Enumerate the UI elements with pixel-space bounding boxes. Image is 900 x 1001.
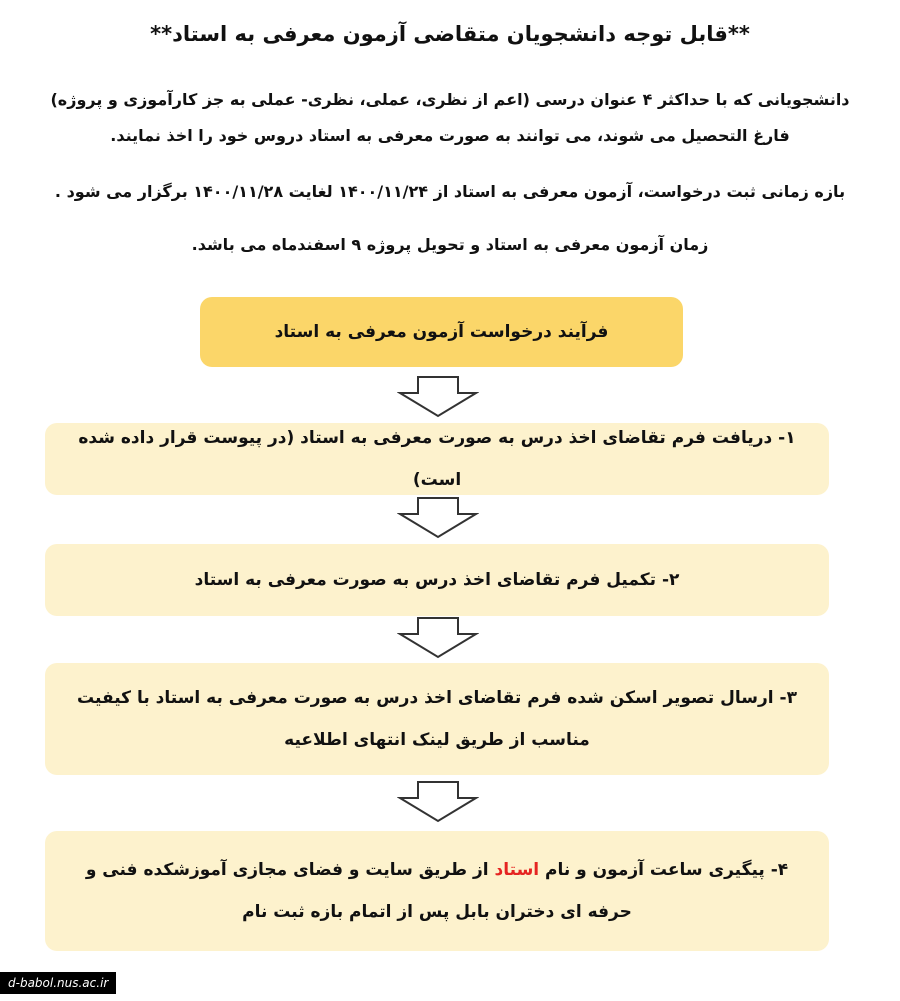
step-4-text-before: ۴- پیگیری ساعت آزمون و نام [539,860,789,880]
step-4-text [69,849,805,933]
step-4-text-after: از طریق سایت و فضای مجازی آموزشکده فنی و حرفه ای دختران بابل پس از اتمام بازه ثبت نام [85,860,632,922]
process-header-box [200,297,683,367]
eligibility-paragraph: دانشجویانی که با حداکثر ۴ عنوان درسی (اعم از نظری، عملی، نظری- عملی به جز کارآموزی و پروژه) فارغ التحصیل می شوند، می توانند به صورت معرفی به استاد دروس خود را اخذ نمایند. [50,90,850,145]
down-arrow-icon [397,497,479,539]
step-1-text: ۱- دریافت فرم تقاضای اخذ درس به صورت معرفی به استاد (در پیوست قرار داده شده است) [78,428,796,490]
process-header-text: فرآیند درخواست آزمون معرفی به استاد [274,322,609,342]
website-watermark: d-babol.nus.ac.ir [0,972,116,994]
registration-period-paragraph: بازه زمانی ثبت درخواست، آزمون معرفی به استاد از ۱۴۰۰/۱۱/۲۴ لغایت ۱۴۰۰/۱۱/۲۸ برگزار می شود . [54,182,846,201]
step-3-text: ۳- ارسال تصویر اسکن شده فرم تقاضای اخذ درس به صورت معرفی به استاد با کیفیت مناسب از طریق لینک انتهای اطلاعیه [77,688,797,750]
down-arrow-icon [397,376,479,418]
exam-time-paragraph: زمان آزمون معرفی به استاد و تحویل پروژه ۹ اسفندماه می باشد. [191,235,709,254]
process-step-2 [45,544,829,616]
down-arrow-icon [397,617,479,659]
down-arrow-icon [397,781,479,823]
page-title: **قابل توجه دانشجویان متقاضی آزمون معرفی به استاد** [150,22,750,46]
process-step-1 [45,423,829,495]
process-step-4 [45,831,829,951]
step-2-text: ۲- تکمیل فرم تقاضای اخذ درس به صورت معرفی به استاد [194,570,680,590]
process-step-3 [45,663,829,775]
step-4-highlight: استاد [494,860,540,880]
